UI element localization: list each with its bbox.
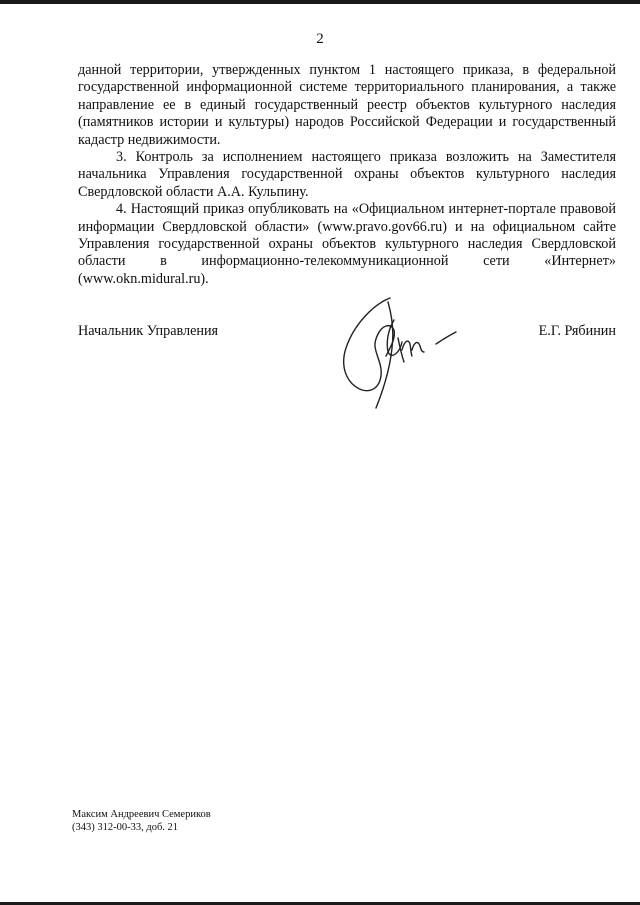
executor-name: Максим Андреевич Семериков — [72, 809, 211, 820]
executor-phone: (343) 312-00-33, доб. 21 — [72, 822, 179, 833]
signatory-position: Начальник Управления — [78, 323, 219, 339]
executor-info — [72, 808, 211, 834]
paragraph-item-4: 4. Настоящий приказ опубликовать на «Официальном интернет-портале правовой информации Свердловской области» (www.pravo.gov66.ru) и на официальном сайте Управления государственной охраны объектов культурного наследия Свердловской области в информационно-телекоммуникационной сети «Интернет» (www.okn.midural.ru). — [78, 201, 616, 287]
page-number: 2 — [316, 31, 324, 47]
signatory-name: Е.Г. Рябинин — [538, 323, 616, 339]
scan-top-edge — [0, 0, 640, 4]
paragraph-item-3: 3. Контроль за исполнением настоящего приказа возложить на Заместителя начальника Управления государственной охраны объектов культурного наследия Свердловской области А.А. Кульпину. — [78, 149, 616, 200]
paragraph-continuation: данной территории, утвержденных пунктом 1 настоящего приказа, в федеральной государственной информационной системе территориального планирования, а также направление ее в единый государственный реестр объектов культурного наследия (памятников истории и культуры) народов Российской Федерации и государственный кадастр недвижимости. — [78, 62, 616, 148]
document-body — [78, 62, 616, 288]
handwritten-signature — [332, 290, 462, 415]
